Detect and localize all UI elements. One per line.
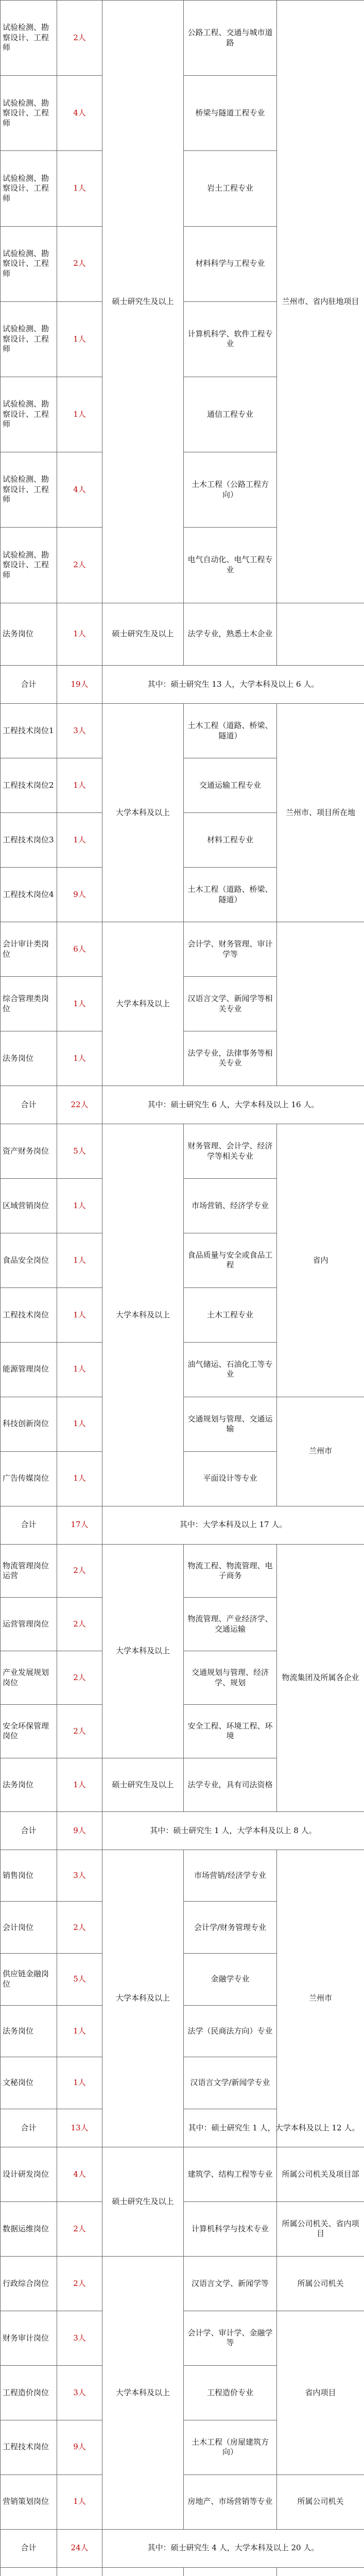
total-count: 19人 (57, 666, 102, 704)
education-cell: 大学本科及以上 (102, 922, 184, 1086)
location-cell: 所属公司机关 (277, 2256, 364, 2311)
major-cell: 土木工程专业 (184, 1287, 277, 1342)
position-cell: 工程技术岗位4 (1, 868, 57, 922)
total-label: 合计 (1, 2529, 57, 2567)
headcount-cell: 2人 (57, 1902, 102, 1954)
total-summary: 其中：硕士研究生 1 人，大学本科及以上 12 人。 (184, 2109, 364, 2147)
position-cell: 法务岗位 (1, 1031, 57, 1086)
position-cell: 产业发展规划岗位 (1, 1651, 57, 1705)
position-cell: 财务审计岗位 (1, 2311, 57, 2365)
headcount-cell: 2人 (57, 2256, 102, 2311)
headcount-cell: 1人 (57, 603, 102, 666)
headcount-cell: 2人 (57, 1544, 102, 1598)
total-count: 22人 (57, 1086, 102, 1124)
total-label: 合计 (1, 2109, 57, 2147)
major-cell: 平面设计等专业 (184, 1451, 277, 1506)
major-cell: 物流工程、物流管理、电子商务 (184, 1544, 277, 1598)
total-summary: 其中：大学本科及以上 17 人。 (102, 1506, 364, 1544)
headcount-cell: 9人 (57, 868, 102, 922)
location-cell: 所属公司机关及项目部 (277, 2147, 364, 2202)
position-cell: 工程技术岗位2 (1, 758, 57, 813)
location-cell: 省内 (277, 1124, 364, 1397)
position-cell: 试验检测、勘察设计、工程师 (1, 76, 57, 151)
major-cell: 土木工程（道路、桥梁、隧道） (184, 704, 277, 758)
education-cell: 大学本科及以上 (102, 1850, 184, 2147)
position-cell: 工程技术岗位 (1, 1287, 57, 1342)
total-row (1, 1506, 364, 1544)
total-label: 合计 (1, 1811, 57, 1850)
table-body (1, 1, 364, 2576)
headcount-cell: 4人 (57, 76, 102, 151)
position-cell: 物流管理岗位运营 (1, 1544, 57, 1598)
position-cell: 广告传媒岗位 (1, 1451, 57, 1506)
major-cell: 房地产、市场营销等专业 (184, 2475, 277, 2529)
position-cell: 数据运维岗位 (1, 2202, 57, 2257)
table-row (1, 1, 364, 76)
major-cell: 通信工程专业 (184, 377, 277, 452)
position-cell: 试验检测、勘察设计、工程师 (1, 452, 57, 528)
major-cell: 土木工程（公路工程方向） (184, 452, 277, 528)
total-summary: 其中：硕士研究生 1 人，大学本科及以上 8 人。 (102, 1811, 364, 1850)
major-cell: 金融学专业 (184, 1954, 277, 2006)
headcount-cell: 1人 (57, 377, 102, 452)
major-cell: 土木工程（房屋建筑方向） (184, 2420, 277, 2475)
headcount-cell: 1人 (57, 1397, 102, 1451)
education-cell: 硕士研究生及以上 (102, 2147, 184, 2257)
table-row (1, 2567, 364, 2576)
position-cell: 试验检测、勘察设计、工程师 (1, 151, 57, 226)
position-cell: 区域营销岗位 (1, 1178, 57, 1233)
location-cell: 兰州市 (277, 1397, 364, 1506)
major-cell: 会计学、财务管理、审计学等 (184, 922, 277, 977)
table-row (1, 922, 364, 977)
headcount-cell: 2人 (57, 1, 102, 76)
headcount-cell: 1人 (57, 1178, 102, 1233)
major-cell: 法学专业，具有司法资格 (184, 1758, 277, 1811)
education-cell: 大学本科及以上 (102, 704, 184, 922)
total-count: 9人 (57, 1811, 102, 1850)
major-cell: 汉语言文学、新闻学等 (184, 2256, 277, 2311)
total-count: 13人 (57, 2109, 102, 2147)
position-cell: 设计研发岗位 (1, 2147, 57, 2202)
position-cell: 文秘岗位 (1, 2057, 57, 2109)
position-cell (1, 2567, 57, 2576)
major-cell: 市场营销、经济学专业 (184, 1178, 277, 1233)
headcount-cell: 3人 (57, 2311, 102, 2365)
headcount-cell: 2人 (57, 1598, 102, 1651)
major-cell: 计算机科学、软件工程专业 (184, 301, 277, 377)
table-row (1, 704, 364, 758)
headcount-cell: 2人 (57, 226, 102, 301)
headcount-cell: 9人 (57, 2420, 102, 2475)
position-cell: 营销策划岗位 (1, 2475, 57, 2529)
total-summary: 其中：硕士研究生 13 人，大学本科及以上 6 人。 (102, 666, 364, 704)
headcount-cell: 1人 (57, 1758, 102, 1811)
major-cell: 交通规划与管理、交通运输 (184, 1397, 277, 1451)
major-cell: 油气储运、石油化工等专业 (184, 1342, 277, 1397)
headcount-cell: 3人 (57, 704, 102, 758)
major-cell: 会计学/财务管理专业 (184, 1902, 277, 1954)
major-cell: 交通规划与管理、经济学、规划 (184, 1651, 277, 1705)
position-cell: 行政综合岗位 (1, 2256, 57, 2311)
location-cell: 物流集团及所属各企业 (277, 1544, 364, 1811)
headcount-cell: 2人 (57, 528, 102, 603)
headcount-cell: 1人 (57, 2005, 102, 2057)
position-cell: 试验检测、勘察设计、工程师 (1, 301, 57, 377)
headcount-cell: 1人 (57, 977, 102, 1031)
major-cell: 工程造价专业 (184, 2365, 277, 2420)
total-label: 合计 (1, 666, 57, 704)
major-cell: 会计学、审计学、金融学等 (184, 2311, 277, 2365)
table-row (1, 2256, 364, 2311)
headcount-cell: 1人 (57, 151, 102, 226)
total-row (1, 2529, 364, 2567)
location-cell: 兰州市 (277, 1850, 364, 2147)
headcount-cell: 1人 (57, 2057, 102, 2109)
headcount-cell: 1人 (57, 1451, 102, 1506)
major-cell: 财务管理、会计学、经济学等相关专业 (184, 1124, 277, 1179)
headcount-cell: 1人 (57, 1031, 102, 1086)
total-label: 合计 (1, 1506, 57, 1544)
major-cell: 公路工程、交通与城市道路 (184, 1, 277, 76)
headcount-cell: 4人 (57, 452, 102, 528)
position-cell: 试验检测、勘察设计、工程师 (1, 1, 57, 76)
total-count: 24人 (57, 2529, 102, 2567)
headcount-cell: 1人 (57, 1233, 102, 1287)
headcount-cell: 2人 (57, 1651, 102, 1705)
major-cell: 土木工程（道路、桥梁、隧道） (184, 868, 277, 922)
headcount-cell (57, 2567, 102, 2576)
table-row (1, 1850, 364, 1902)
major-cell: 交通运输工程专业 (184, 758, 277, 813)
total-label: 合计 (1, 1086, 57, 1124)
location-cell: 兰州市、省内驻地项目 (277, 1, 364, 603)
position-cell: 试验检测、勘察设计、工程师 (1, 226, 57, 301)
position-cell: 法务岗位 (1, 1758, 57, 1811)
education-cell (102, 2567, 184, 2576)
position-cell: 法务岗位 (1, 2005, 57, 2057)
position-cell: 供应链金融岗位 (1, 1954, 57, 2006)
headcount-cell: 1人 (57, 301, 102, 377)
location-cell (277, 2567, 364, 2576)
table-row (1, 1124, 364, 1179)
table-row (1, 2147, 364, 2202)
position-cell: 工程技术岗位 (1, 2420, 57, 2475)
position-cell: 工程技术岗位1 (1, 704, 57, 758)
location-cell: 所属公司机关 (277, 2475, 364, 2529)
position-cell: 试验检测、勘察设计、工程师 (1, 377, 57, 452)
headcount-cell: 5人 (57, 1124, 102, 1179)
position-cell: 资产财务岗位 (1, 1124, 57, 1179)
headcount-cell: 1人 (57, 1287, 102, 1342)
major-cell: 汉语言文学/新闻学专业 (184, 2057, 277, 2109)
education-cell: 硕士研究生及以上 (102, 1758, 184, 1811)
major-cell: 计算机科学与技术专业 (184, 2202, 277, 2257)
total-summary: 其中：硕士研究生 6 人，大学本科及以上 16 人。 (102, 1086, 364, 1124)
position-cell: 工程造价岗位 (1, 2365, 57, 2420)
position-cell: 综合管理类岗位 (1, 977, 57, 1031)
headcount-cell: 3人 (57, 2365, 102, 2420)
table-row (1, 1544, 364, 1598)
position-cell: 安全环保管理岗位 (1, 1705, 57, 1758)
major-cell: 材料科学与工程专业 (184, 226, 277, 301)
location-cell: 兰州市、项目所在地 (277, 704, 364, 922)
headcount-cell: 3人 (57, 1850, 102, 1902)
position-cell: 试验检测、勘察设计、工程师 (1, 528, 57, 603)
position-cell: 工程技术岗位3 (1, 813, 57, 868)
major-cell: 食品质量与安全或食品工程 (184, 1233, 277, 1287)
position-cell: 法务岗位 (1, 603, 57, 666)
education-cell: 大学本科及以上 (102, 1544, 184, 1758)
major-cell: 桥梁与隧道工程专业 (184, 76, 277, 151)
major-cell (184, 2567, 277, 2576)
headcount-cell: 5人 (57, 1954, 102, 2006)
major-cell: 汉语言文学、新闻学等相关专业 (184, 977, 277, 1031)
total-summary: 其中：硕士研究生 4 人，大学本科及以上 20 人。 (102, 2529, 364, 2567)
position-cell: 销售岗位 (1, 1850, 57, 1902)
position-cell: 能源管理岗位 (1, 1342, 57, 1397)
major-cell: 法学专业，熟悉土木企业 (184, 603, 277, 666)
position-cell: 运营管理岗位 (1, 1598, 57, 1651)
headcount-cell: 2人 (57, 2202, 102, 2257)
major-cell: 市场营销/经济学专业 (184, 1850, 277, 1902)
location-cell: 所属公司机关、省内项目 (277, 2202, 364, 2257)
total-row (1, 1086, 364, 1124)
position-cell: 会计审计类岗位 (1, 922, 57, 977)
headcount-cell: 4人 (57, 2147, 102, 2202)
education-cell: 硕士研究生及以上 (102, 603, 184, 666)
education-cell: 大学本科及以上 (102, 2256, 184, 2529)
headcount-cell: 2人 (57, 1705, 102, 1758)
table-row (1, 603, 364, 666)
education-cell: 硕士研究生及以上 (102, 1, 184, 603)
headcount-cell: 1人 (57, 1342, 102, 1397)
major-cell: 电气自动化、电气工程专业 (184, 528, 277, 603)
position-cell: 食品安全岗位 (1, 1233, 57, 1287)
major-cell: 建筑学、结构工程等专业 (184, 2147, 277, 2202)
total-row (1, 1811, 364, 1850)
headcount-cell: 1人 (57, 2475, 102, 2529)
total-row (1, 666, 364, 704)
major-cell: 安全工程、环境工程、环境 (184, 1705, 277, 1758)
major-cell: 法学（民商法方向）专业 (184, 2005, 277, 2057)
education-cell: 大学本科及以上 (102, 1124, 184, 1506)
major-cell: 材料工程专业 (184, 813, 277, 868)
location-cell: 省内项目 (277, 2311, 364, 2475)
position-cell: 会计岗位 (1, 1902, 57, 1954)
major-cell: 法学专业，法律事务等相关专业 (184, 1031, 277, 1086)
major-cell: 物流管理、产业经济学、交通运输 (184, 1598, 277, 1651)
headcount-cell: 6人 (57, 922, 102, 977)
major-cell: 岩土工程专业 (184, 151, 277, 226)
position-cell: 科技创新岗位 (1, 1397, 57, 1451)
headcount-cell: 1人 (57, 758, 102, 813)
headcount-cell: 1人 (57, 813, 102, 868)
total-count: 17人 (57, 1506, 102, 1544)
